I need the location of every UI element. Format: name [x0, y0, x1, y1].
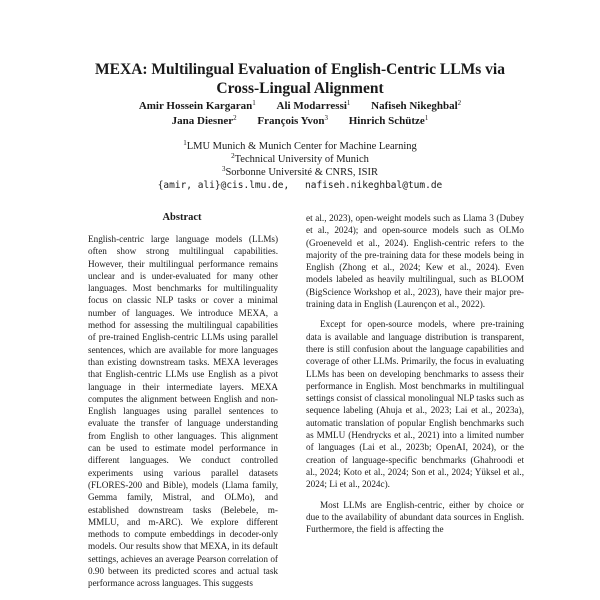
author: François Yvon$^3$ — [257, 114, 328, 127]
paper-title — [0, 60, 600, 98]
affiliation: $^2$Technical University of Munich — [231, 152, 369, 165]
author-row-2 — [0, 114, 600, 129]
author: Hinrich Schütze$^1$ — [348, 114, 429, 127]
title-line-1: MEXA: Multilingual Evaluation of English-Centric LLMs via — [95, 61, 505, 78]
author-row-1 — [0, 99, 600, 114]
email: nafiseh.nikeghbal@tum.de — [305, 180, 443, 191]
paragraph: et al., 2023), open-weight models such as Llama 3 (Dubey et al., 2024); and open-source models such as OLMo (Groeneveld et al., 2024). English-centric refers to the majority of the pre-training data for these models being in English (Zhong et al., 2024; Kew et al., 2024). Even models labeled as heavily multilingual, such as BLOOM (BigScience Workshop et al., 2023), have their major pre-training data in English (Laurençon et al., 2022). — [306, 213, 524, 310]
abstract-heading: Abstract — [162, 212, 202, 223]
author-list — [0, 99, 600, 129]
email: {amir, ali}@cis.lmu.de, — [157, 180, 290, 191]
affiliations — [0, 140, 600, 179]
author: Nafiseh Nikeghbal$^2$ — [371, 99, 462, 112]
email-line — [0, 180, 600, 191]
paragraph: Most LLMs are English-centric, either by choice or due to the availability of abundant data sources in English. Furthermore, the field is affecting the — [306, 499, 524, 535]
affiliation: $^3$Sorbonne Université & CNRS, ISIR — [221, 165, 379, 178]
abstract-body: English-centric large language models (LLMs) often show strong multilingual capabilities. However, their multilingual performance remains unclear and is under-evaluated for many other languages. Most benchmarks for multilinguality focus on classic NLP tasks or cover a minimal number of languages. We introduce MEXA, a method for assessing the multilingual capabilities of pre-trained English-centric LLMs using parallel sentences, which are available for more languages than existing downstream tasks. MEXA leverages that English-centric LLMs use English as a pivot language in their intermediate layers. MEXA computes the alignment between English and non-English languages using parallel sentences to evaluate the transfer of language understanding from English to other languages. This alignment can be used to estimate model performance in different languages. We conduct controlled experiments using various parallel datasets (FLORES-200 and Bible), models (Llama family, Gemma family, Mistral, and OLMo), and established downstream tasks (Belebele, m-MMLU, and m-ARC). We explore different methods to compute embeddings in decoder-only models. Our results show that MEXA, in its default settings, achieves an average Pearson correlation of 0.90 between its predicted scores and actual task performance across languages. This suggests — [88, 234, 278, 589]
paragraph: Except for open-source models, where pre-training data is available and language distribution is transparent, there is still confusion about the language capabilities and coverage of other LLMs. Primarily, the focus in evaluating LLMs has been on developing benchmarks to assess their performance in English. Most benchmarks in multilingual settings consist of classical monolingual NLP tasks such as sequence labeling (Ahuja et al., 2023; Lai et al., 2023a), automatic translation of popular English benchmarks such as MMLU (Hendrycks et al., 2021) into a limited number of languages (Lai et al., 2023b; OpenAI, 2024), or the creation of language-specific benchmarks (Ghahroodi et al., 2024; Koto et al., 2024; Son et al., 2024; Yüksel et al., 2024; Li et al., 2024c). — [306, 319, 524, 490]
author: Amir Hossein Kargaran$^1$ — [138, 99, 256, 112]
affiliation: $^1$LMU Munich & Munich Center for Machine Learning — [183, 139, 417, 152]
author: Ali Modarressi$^1$ — [276, 99, 351, 112]
author: Jana Diesner$^2$ — [171, 114, 237, 127]
title-line-2: Cross-Lingual Alignment — [216, 80, 384, 97]
intro-column — [306, 212, 524, 543]
